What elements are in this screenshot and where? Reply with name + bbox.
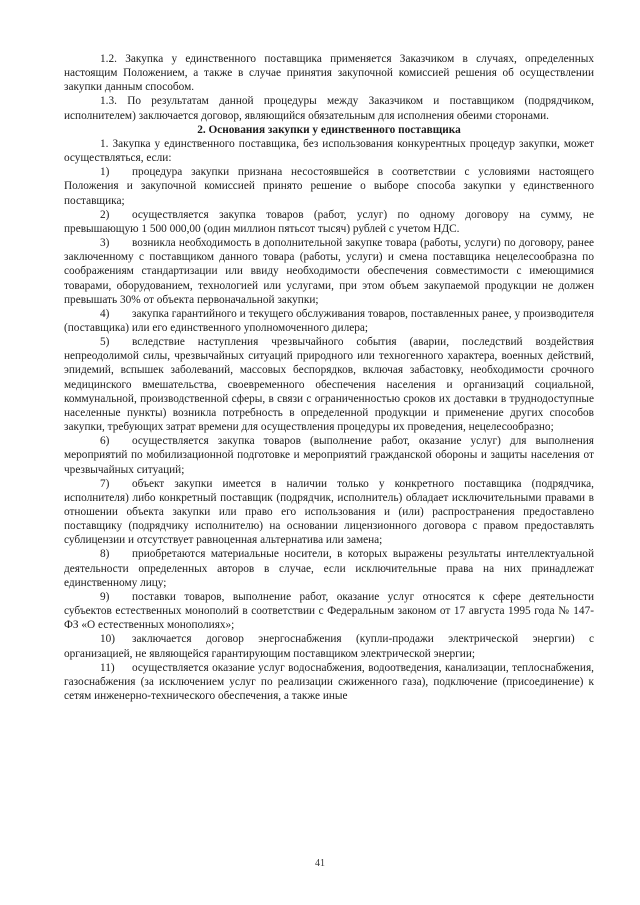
list-item-text: поставки товаров, выполнение работ, оказание услуг относятся к сфере деятельности субъектов естественных монополий в соответствии с Федеральным законом от 17 августа 1995 года № 147-ФЗ «О естественных монополиях»;: [64, 590, 594, 632]
list-item-text: заключается договор энергоснабжения (купли-продажи электрической энергии) с организацией, не являющейся гарантирующим поставщиком электрической энергии;: [64, 633, 594, 660]
list-item-number: 1): [100, 166, 110, 179]
list-item-text: приобретаются материальные носители, в которых выражены результаты интеллектуальной деятельности определенных авторов в случае, если исключительные права на них принадлежат единственному лицу;: [64, 548, 594, 589]
list-item-text: возникла необходимость в дополнительной закупке товара (работы, услуги) по договору, ранее заключенному с поставщиком данного товара (работы, услуги) и смена поставщика нецелесообразна по соображениям стандартизации или ввиду необходимости обеспечения совместимости с имеющимися товарами, оборудованием, технологией или услугами, при этом объем закупаемой продукции не должен превышать 30% от объекта первоначальной закупки;: [64, 237, 594, 306]
document-page: [64, 52, 594, 703]
list-item-text: процедура закупки признана несостоявшейся в соответствии с условиями настоящего Положения и закупочной комиссией принято решение о выборе способа закупки у единственного поставщика;: [64, 166, 594, 207]
list-item-number: 11): [100, 661, 115, 674]
list-item-number: 10): [100, 633, 116, 646]
list-item-text: осуществляется закупка товаров (выполнение работ, оказание услуг) для выполнения мероприятий по мобилизационной подготовке и мероприятий гражданской обороны и защиты населения от чрезвычайных ситуаций;: [64, 435, 594, 476]
list-item-text: закупка гарантийного и текущего обслуживания товаров, поставленных ранее, у производителя (поставщика) или его единственного уполномоченного дилера;: [64, 307, 594, 334]
paragraph-1-3: 1.3. По результатам данной процедуры между Заказчиком и поставщиком (подрядчиком, исполнителем) заключается договор, являющийся обязательным для исполнения обеими сторонами.: [64, 95, 594, 122]
list-item-number: 7): [100, 477, 110, 490]
page-number: 41: [315, 858, 325, 869]
list-item-11: [64, 661, 594, 703]
list-item-number: 9): [100, 590, 110, 603]
list-item-7: [64, 477, 594, 548]
list-item-text: вследствие наступления чрезвычайного события (аварии, последствий воздействия непреодолимой силы, чрезвычайных ситуаций природного или техногенного характера, военных действий, эпидемий, вспышек заболеваний, массовых беспорядков, включая забастовку, необходимости срочного медицинского вмешательства, своевременного обеспечения населения и организаций социальной, коммунальной, производственной сферы, в связи с ограниченностью сроков их доставки в труднодоступные населенные пункты) возникла потребность в определенной продукции и применение других способов закупки, требующих затрат времени для осуществления процедуры их проведения, нецелесообразно;: [64, 336, 594, 434]
list-item-9: [64, 590, 594, 632]
list-item-number: 5): [100, 336, 110, 349]
list-item-number: 3): [100, 237, 110, 250]
paragraph-1-2: 1.2. Закупка у единственного поставщика применяется Заказчиком в случаях, определенных настоящим Положением, а также в случае принятия закупочной комиссией решения об осуществлении закупки данным способом.: [64, 53, 594, 94]
list-item-text: осуществляется оказание услуг водоснабжения, водоотведения, канализации, теплоснабжения, газоснабжения (за исключением услуг по реализации сжиженного газа), подключение (присоединение) к сетям инженерно-технического обеспечения, а также иные: [64, 661, 594, 703]
list-item-8: [64, 547, 594, 589]
list-item-text: осуществляется закупка товаров (работ, услуг) по одному договору на сумму, не превышающую 1 500 000,00 (один миллион пятьсот тысяч) рублей с учетом НДС.: [64, 208, 594, 235]
list-item-5: [64, 335, 594, 434]
list-item-number: 4): [100, 307, 110, 320]
list-item-3: [64, 236, 594, 307]
list-item-text: объект закупки имеется в наличии только у конкретного поставщика (подрядчика, исполнителя) либо конкретный поставщик (подрядчик, исполнитель) обладает исключительными правами в отношении объекта закупки или право его использования и (или) распространения предоставлено поставщику (подрядчику исполнителю) на основании лицензионного договора с правом предоставлять сублицензии и отсутствует равноценная альтернатива или замена;: [64, 477, 594, 547]
list-item-number: 6): [100, 435, 110, 448]
list-item-2: [64, 208, 594, 236]
list-item-6: [64, 434, 594, 476]
section-heading: 2. Основания закупки у единственного поставщика: [197, 123, 461, 136]
list-item-number: 8): [100, 548, 110, 561]
list-item-number: 2): [100, 208, 110, 221]
list-item-1: [64, 165, 594, 207]
list-item-4: [64, 307, 594, 335]
section-intro: 1. Закупка у единственного поставщика, без использования конкурентных процедур закупки, может осуществляться, если:: [64, 137, 594, 165]
list-item-10: [64, 632, 594, 660]
